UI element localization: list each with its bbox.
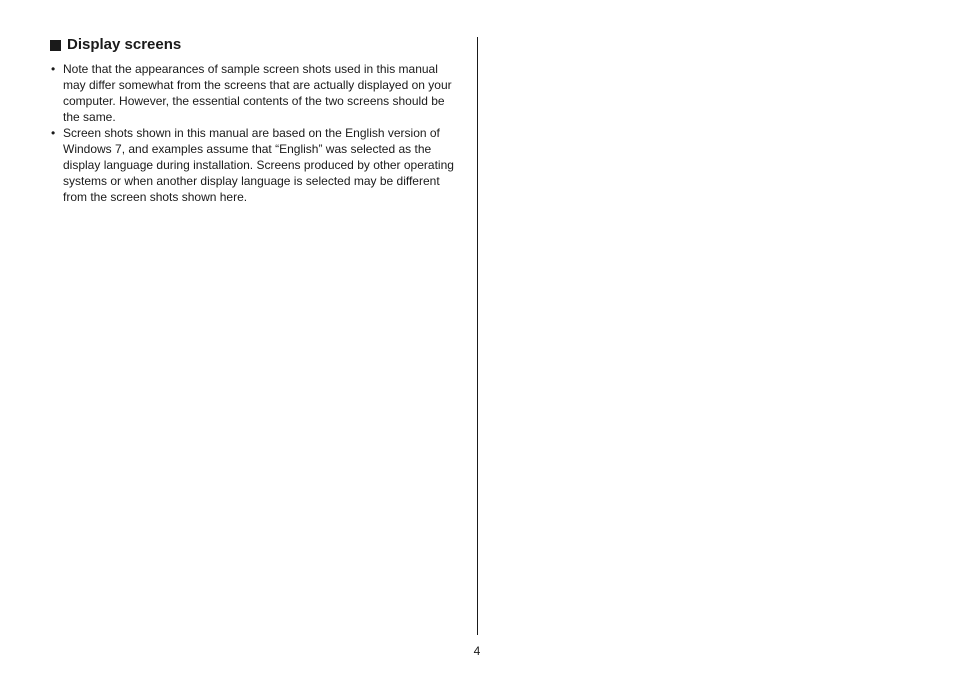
square-bullet-icon	[50, 40, 61, 51]
bullet-item	[50, 125, 460, 205]
bullet-text: Screen shots shown in this manual are based on the English version of Windows 7, and examples assume that “English” was selected as the display language during installation. Screens produced by other operating systems or when another display language is selected may be different from the screen shots shown here.	[63, 126, 454, 204]
column-divider	[477, 37, 478, 635]
page-number: 4	[473, 644, 481, 658]
bullet-text: Note that the appearances of sample screen shots used in this manual may differ somewhat from the screens that are actually displayed on your computer. However, the essential contents of the two screens should be the same.	[63, 62, 452, 124]
bullet-dot-icon: •	[51, 62, 56, 76]
bullet-list	[50, 61, 460, 205]
bullet-item	[50, 61, 460, 125]
display-screens-section	[50, 35, 460, 205]
section-title: Display screens	[67, 36, 182, 53]
section-heading	[50, 35, 460, 55]
bullet-dot-icon: •	[51, 126, 56, 140]
